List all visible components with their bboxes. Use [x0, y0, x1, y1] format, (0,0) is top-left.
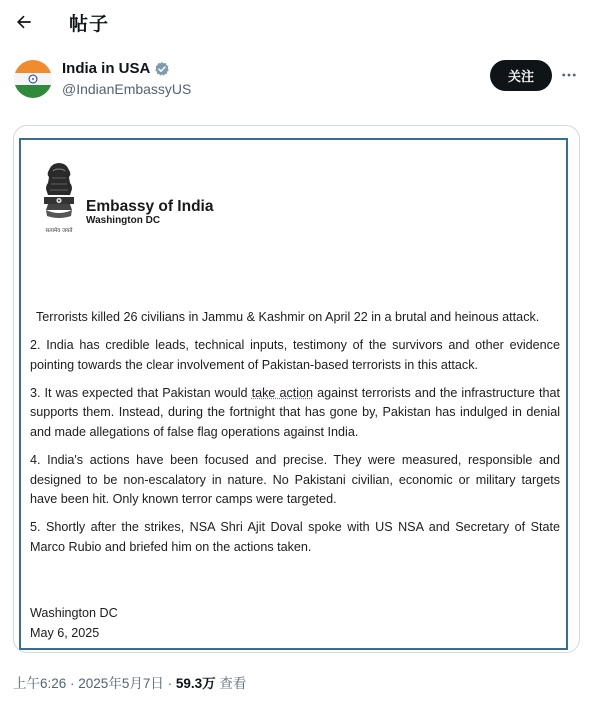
take-action-link[interactable]: take action: [251, 385, 314, 400]
more-button[interactable]: [558, 64, 580, 86]
verified-badge-icon: [154, 61, 170, 77]
back-arrow-icon: [14, 12, 34, 32]
post-date[interactable]: 2025年5月7日: [78, 676, 164, 691]
follow-button[interactable]: 关注: [490, 60, 552, 91]
page-title: 帖子: [69, 14, 110, 35]
view-count: 59.3万: [175, 676, 216, 691]
letter-body: [30, 308, 560, 566]
author-name-text: India in USA: [62, 60, 151, 77]
svg-text:सत्यमेव जयते: सत्यमेव जयते: [45, 228, 73, 234]
india-flag-avatar: [14, 60, 52, 98]
post-meta: [13, 672, 246, 692]
avatar[interactable]: [14, 60, 52, 98]
paragraph-4: 4. India's actions have been focused and precise. They were measured, responsible and designed to be non-escalatory in nature. No Pakistani civilian, economic or military targets have been hit. Only known terror camps were targeted.: [30, 453, 560, 507]
ashoka-emblem: [36, 162, 82, 238]
letterhead-location: Washington DC: [86, 215, 161, 226]
paragraph-3: [30, 384, 560, 443]
top-bar: [0, 0, 595, 44]
view-label: 查看: [215, 676, 247, 691]
signoff-place: Washington DC: [30, 606, 118, 620]
embassy-letter: [19, 138, 568, 650]
paragraph-3-end: against terrorists and the infrastructure that supports them. Instead, during the fortnight that has gone by, Pakistan has indulged in denial and made allegations of false flag operations against India.: [30, 385, 560, 439]
more-icon: [560, 66, 578, 84]
letter-signoff: [30, 604, 118, 643]
meta-separator: ·: [66, 676, 79, 691]
author-name[interactable]: [62, 60, 170, 77]
paragraph-1: Terrorists killed 26 civilians in Jammu & Kashmir on April 22 in a brutal and heinous attack.: [36, 310, 540, 324]
paragraph-3-start: 3. It was expected that Pakistan would: [30, 385, 252, 400]
post-image[interactable]: [13, 125, 580, 653]
paragraph-2: 2. India has credible leads, technical inputs, testimony of the survivors and other evidence pointing towards the clear involvement of Pakistan-based terrorists in this attack.: [30, 338, 560, 372]
paragraph-5: 5. Shortly after the strikes, NSA Shri Ajit Doval spoke with US NSA and Secretary of State Marco Rubio and briefed him on the actions taken.: [30, 520, 560, 554]
author-handle[interactable]: @IndianEmbassyUS: [62, 81, 192, 97]
post-time[interactable]: 上午6:26: [13, 676, 67, 691]
signoff-date: May 6, 2025: [30, 625, 100, 640]
meta-separator: ·: [163, 676, 176, 691]
back-button[interactable]: [10, 8, 38, 36]
letterhead-title: Embassy of India: [86, 198, 214, 215]
